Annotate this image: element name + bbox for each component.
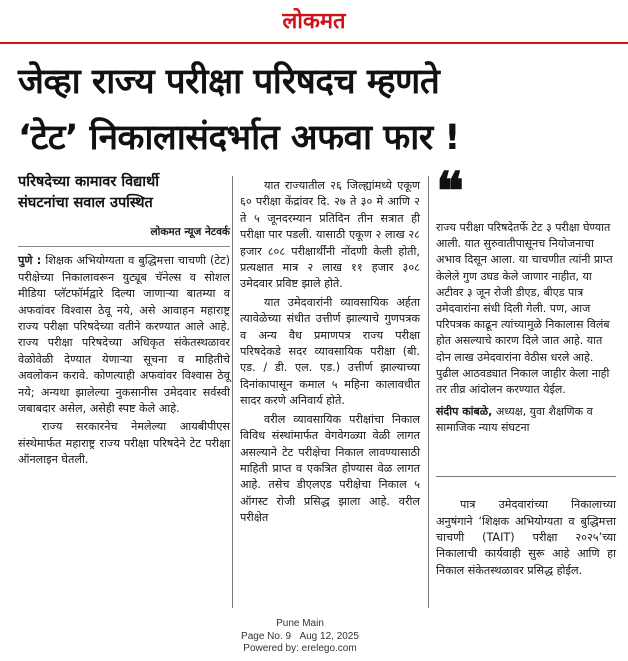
- column-divider: [232, 176, 233, 608]
- footer-page-date: [200, 631, 400, 644]
- paragraph-text: पात्र उमेदवारांच्या निकालाच्या अनुषंगाने ‘शिक्षक अभियोग्यता व बुद्धिमत्ता चाचणी (TAIT) परीक्षा २०२५’च्या निकालाची कार्यवाही सुरू आहे आणि हा निकाल संकेतस्थळावर प्रसिद्ध होईल.: [436, 498, 616, 577]
- headline-line-1: जेव्हा राज्य परीक्षा परिषदच म्हणते: [18, 62, 440, 102]
- footer-date: Aug 12, 2025: [299, 630, 359, 642]
- paragraph-text: यात उमेदवारांनी व्यावसायिक अर्हता त्यावेळेच्या संधीत उत्तीर्ण झाल्याचे गुणपत्रक व अन्य वैध प्रमाणपत्र राज्य परीक्षा परिषदेकडे सदर व्यावसायिक परीक्षा (बी. एड. / डी. एल. एड.) उत्तीर्ण झाल्याच्या दिनांकापासून कमाल ५ महिना कालावधीत सादर करणे अनिवार्य होते.: [240, 295, 420, 408]
- page-footer: [200, 618, 400, 656]
- headline-line-2: ‘टेट’ निकालासंदर्भात अफवा फार !: [18, 118, 460, 158]
- footer-page: Page No. 9: [241, 630, 292, 642]
- paragraph: [436, 497, 616, 579]
- sub-headline-line-2: संघटनांचा सवाल उपस्थित: [18, 195, 153, 211]
- quote-text: राज्य परीक्षा परिषदेतर्फे टेट ३ परीक्षा घेण्यात आली. यात सुरुवातीपासूनच नियोजनाचा अभाव दिसून आला. या चाचणीत त्यांनी प्राप्त केलेले गुण उघड केले जाणार नाहीत, या अटीवर ३ जून रोजी डीएड, बीएड पात्र उमेदवारांना संधी दिली गेली. पण, आज परिपत्रक काढून त्यांच्यामुळे निकालास विलंब होत असल्याचे कारण दिले जात आहे. यात दोन लाख उमेदवारांना वेठीस धरले आहे. पुढील आठवड्यात निकाल जाहीर केला नाही तर तीव्र आंदोलन करण्यात येईल.: [436, 221, 613, 397]
- article-column-1: [18, 172, 230, 471]
- column-divider: [428, 176, 429, 608]
- paragraph: [18, 253, 230, 417]
- article-column-3-continued: [436, 486, 616, 590]
- paragraph: [240, 295, 420, 410]
- footer-edition: Pune Main: [276, 618, 324, 629]
- paragraph: [240, 178, 420, 293]
- paragraph-text: शिक्षक अभियोग्यता व बुद्धिमत्ता चाचणी (टेट) परीक्षेच्या निकालावरून युट्यूब चॅनेल्स व सोशल मीडिया प्लॅटफॉर्मद्वारे दिल्या जाणाऱ्या बातम्या व अफवांवर विश्वास ठेवू नये, असे आवाहन महाराष्ट्र राज्य परीक्षा परिषदेच्या वतीने करण्यात आले आहे. राज्य परीक्षा परिषदेच्या अधिकृत संकेतस्थळावर वेळोवेळी देण्यात येणाऱ्या सूचना व माहितीचे अवलोकन करावे. कोणत्याही अफवांवर विश्वास ठेवू नये; अन्यथा झालेल्या नुकसानीस उमेदवार सर्वस्वी जबाबदार असेल, असेही स्पष्ट केले आहे.: [18, 254, 230, 416]
- quote-divider: [436, 476, 616, 477]
- masthead-rule: [0, 42, 628, 44]
- quote-box: [436, 161, 616, 436]
- byline: लोकमत न्यूज नेटवर्क: [18, 220, 230, 247]
- footer-powered-by: Powered by: erelego.com: [243, 643, 357, 654]
- headline: [18, 54, 618, 166]
- quote-author-role: अध्यक्ष, युवा शैक्षणिक व सामाजिक न्याय संघटना: [436, 405, 593, 435]
- quote-mark-icon: ❝: [436, 161, 460, 222]
- masthead: [0, 6, 628, 40]
- paragraph-text: राज्य सरकारनेच नेमलेल्या आयबीपीएस संस्थेमार्फत महाराष्ट्र राज्य परीक्षा परिषदेने टेट परीक्षा ऑनलाइन घेतली.: [18, 420, 230, 467]
- paragraph-text: वरील व्यावसायिक परीक्षांचा निकाल विविध संस्थांमार्फत वेगवेगळ्या वेळी लागत असल्याने टेट परीक्षेचा निकाल लावण्यासाठी माहिती प्राप्त व एकत्रित होण्यास वेळ लागत आहे. तसेच डीएलएड परीक्षेचा निकाल ५ ऑगस्ट रोजी प्रसिद्ध झाला आहे. वरील परीक्षेत: [240, 412, 420, 525]
- paragraph: [18, 419, 230, 468]
- paragraph-text: यात राज्यातील २६ जिल्ह्यांमध्ये एकूण ६० परीक्षा केंद्रांवर दि. २७ ते ३० मे आणि २ ते ५ जूनदरम्यान प्रतिदिन तीन सत्रात ही परीक्षा पार पडली. यासाठी एकूण २ लाख २८ हजार ८०८ परीक्षार्थींनी नोंदणी केली होती, प्रत्यक्षात मात्र २ लाख ११ हजार ३०८ उमेदवार प्रविष्ट झाले होते.: [240, 179, 420, 291]
- quote-author-name: संदीप कांबळे,: [436, 405, 493, 419]
- paragraph: [240, 412, 420, 527]
- dateline: पुणे :: [18, 254, 42, 268]
- sub-headline-line-1: परिषदेच्या कामावर विद्यार्थी: [18, 174, 160, 190]
- article-column-2: [240, 178, 420, 529]
- quote-author: [436, 404, 616, 436]
- sub-headline: [18, 172, 230, 214]
- lokmat-logo: लोकमत: [282, 8, 346, 34]
